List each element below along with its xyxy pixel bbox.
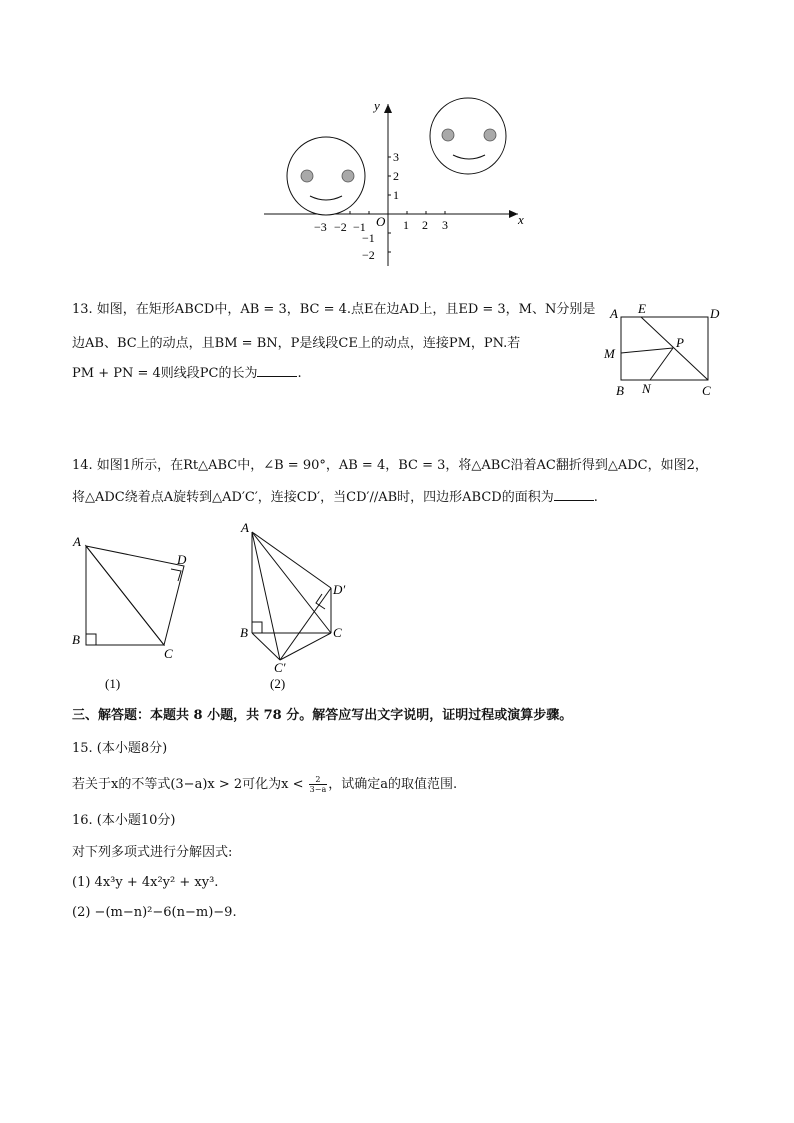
y-axis-label: y [374,98,380,113]
section-3-heading: 三、解答题：本题共 8 小题，共 78 分。解答应写出文字说明，证明过程或演算步骤。 [72,708,573,723]
left-face-icon [287,137,365,215]
origin-label: O [376,214,386,229]
q15-statement [72,775,457,795]
q15-fraction-den: 3−a [309,785,327,794]
q14-answer-blank[interactable] [554,488,594,501]
q13-label-P: P [676,335,684,350]
q13-label-M: M [604,346,615,361]
x-axis-arrow-icon [509,210,518,218]
q13-line-3-text: PM + PN = 4则线段PC的长为 [72,366,258,381]
fig2-label-D-prime: D′ [333,582,346,597]
y-axis-arrow-icon [384,104,392,113]
right-face-icon [430,98,506,174]
x-tick-label: −1 [353,220,366,234]
q15-fraction [309,775,328,794]
q16-item-2: (2) −(m−n)²−6(n−m)−9. [72,905,237,920]
y-tick-label: 1 [393,188,399,202]
q13-label-C: C [702,383,711,398]
q16-intro: 对下列多项式进行分解因式: [72,845,233,860]
fig1-label-D: D [177,552,187,567]
fig2-label-B: B [240,625,248,640]
q15-statement-a: 若关于x的不等式(3−a)x > 2可化为x < [72,777,304,792]
q14-line-2-end: . [593,490,598,505]
x-tick-label: 1 [403,218,409,232]
q13-rectangle-figure [600,300,725,400]
fig2-label-C: C [333,625,342,640]
y-tick-label: −2 [362,248,375,262]
q14-figure-1 [66,530,196,695]
y-tick-label: 3 [393,150,399,164]
q14-line-2-text: 将△ADC绕着点A旋转到△AD′C′，连接CD′，当CD′//AB时，四边形ABCD的面积为 [72,490,554,505]
fig2-label-C-prime: C′ [274,660,286,675]
q15-statement-b: ，试确定a的取值范围. [328,777,458,792]
q13-label-N: N [642,381,651,396]
x-tick-label: 2 [422,218,428,232]
q16-title: 16. (本小题10分) [72,813,176,828]
x-tick-label: 3 [442,218,448,232]
x-tick-label: −2 [334,220,347,234]
fig1-label-C: C [164,646,173,661]
q13-line-3-end: . [297,366,302,381]
q13-line-2: 边AB、BC上的动点，且BM = BN，P是线段CE上的动点，连接PM，PN.若 [72,336,521,351]
q13-label-D: D [710,306,720,321]
y-tick-label: 2 [393,169,399,183]
fig1-label-B: B [72,632,80,647]
q13-line-1: 13. 如图，在矩形ABCD中，AB = 3，BC = 4.点E在边AD上，且ED = 3，M、N分别是 [72,302,596,317]
q13-answer-blank[interactable] [257,364,297,377]
fig1-caption: (1) [105,676,121,691]
fig1-label-A: A [73,534,81,549]
q14-line-1: 14. 如图1所示，在Rt△ABC中，∠B = 90°，AB = 4，BC = 3，将△ABC沿着AC翻折得到△ADC，如图2， [72,458,708,473]
faces-coordinate-figure [250,92,540,272]
q14-figure-2 [232,518,362,695]
x-axis-label: x [518,212,524,227]
q13-line-3 [72,364,302,384]
fig2-caption: (2) [270,676,286,691]
q14-line-2 [72,488,598,508]
q15-fraction-num: 2 [315,775,321,784]
q13-label-E: E [638,301,646,316]
fig2-label-A: A [241,520,249,535]
q16-item-1: (1) 4x³y + 4x²y² + xy³. [72,875,219,890]
x-tick-label: −3 [314,220,327,234]
q13-label-B: B [616,383,624,398]
q13-label-A: A [610,306,618,321]
y-tick-label: −1 [362,231,375,245]
q15-title: 15. (本小题8分) [72,741,168,756]
